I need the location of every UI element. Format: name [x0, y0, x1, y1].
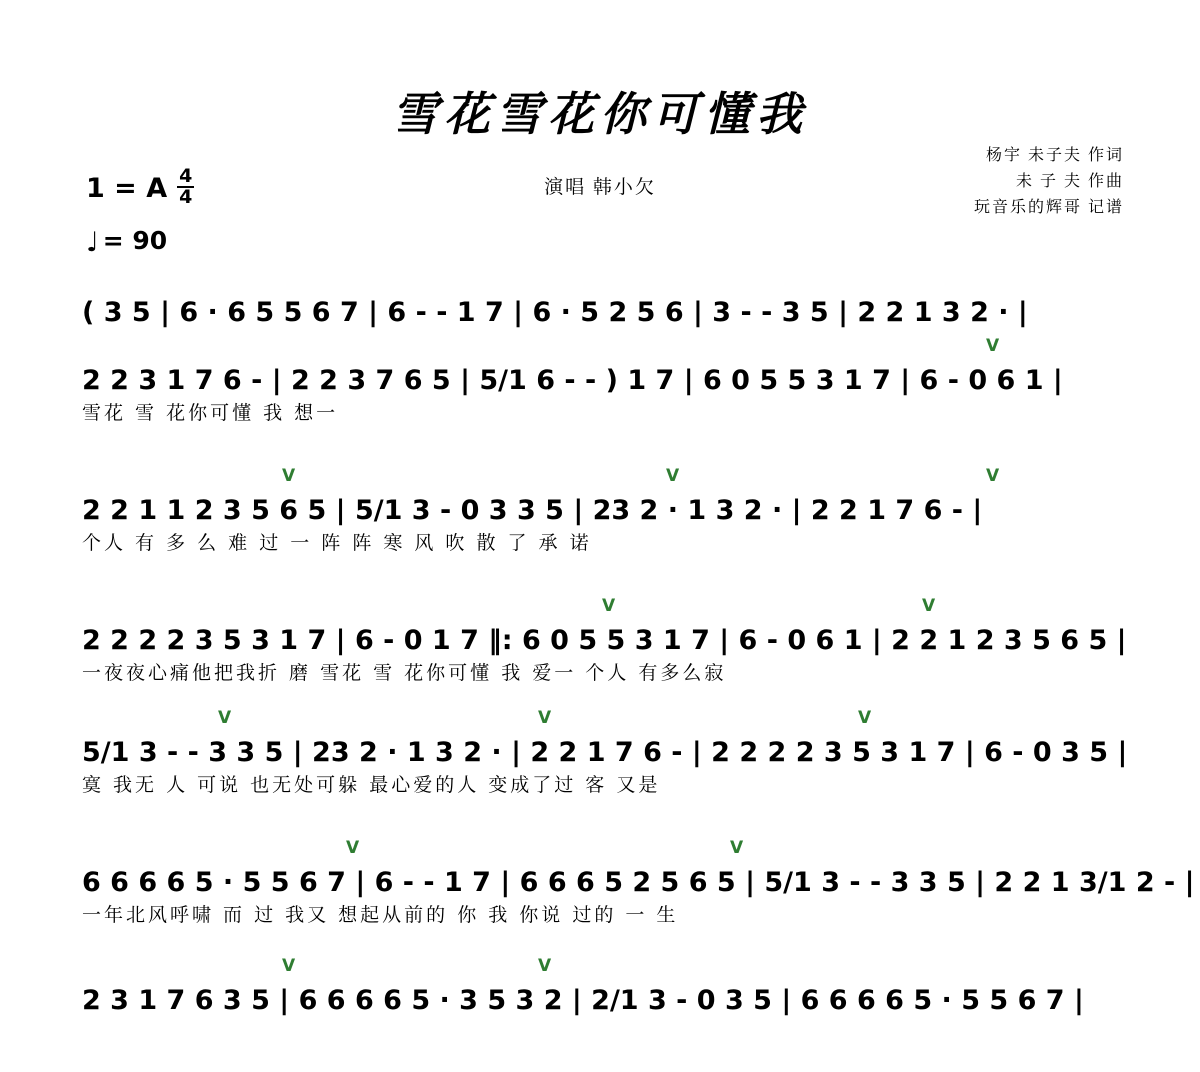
notation-row: 2 3 1 7 6 3 5 | 6 6 6 6 5 · 3 5 3 2 | 2/1 3 - 0 3 5 | 6 6 6 6 5 · 5 5 6 7 | [82, 985, 1084, 1016]
up-bow-icon: V [218, 708, 232, 728]
notation-row: 2 2 1 1 2 3 5 6 5 | 5/1 3 - 0 3 3 5 | 23 2 · 1 3 2 · | 2 2 1 7 6 - | [82, 495, 983, 526]
lyrics-row: 寞 我无 人 可说 也无处可躲 最心爱的人 变成了过 客 又是 [82, 774, 661, 796]
credit-lyricist: 杨宇 未子夫 作词 [985, 147, 1124, 164]
key-signature [86, 165, 194, 209]
lyrics-row: 一夜夜心痛他把我折 磨 雪花 雪 花你可懂 我 爱一 个人 有多么寂 [82, 662, 727, 684]
singer-credit: 演唱 韩小欠 [544, 177, 656, 198]
credit-transcriber: 玩音乐的辉哥 记谱 [973, 199, 1124, 216]
up-bow-icon: V [858, 708, 872, 728]
lyrics-row: 个人 有 多 么 难 过 一 阵 阵 寒 风 吹 散 了 承 诺 [82, 532, 592, 554]
up-bow-icon: V [282, 466, 296, 486]
tempo-value: = 90 [102, 226, 168, 255]
time-signature [177, 167, 194, 208]
notation-line [0, 466, 1200, 582]
key-signature-label: 1 = A [86, 172, 168, 204]
time-signature-denominator: 4 [179, 186, 193, 209]
notation-line [0, 838, 1200, 954]
up-bow-icon: V [986, 336, 1000, 356]
credit-composer: 未 子 夫 作曲 [1015, 173, 1124, 190]
up-bow-icon: V [538, 956, 552, 976]
notation-row: 5/1 3 - - 3 3 5 | 23 2 · 1 3 2 · | 2 2 1 7 6 - | 2 2 2 2 3 5 3 1 7 | 6 - 0 3 5 | [82, 737, 1128, 768]
up-bow-icon: V [346, 838, 360, 858]
notation-line [0, 956, 1200, 1072]
page-title: 雪花雪花你可懂我 [392, 87, 808, 141]
notation-line [0, 336, 1200, 452]
credits-block [974, 143, 1124, 221]
lyrics-row: 雪花 雪 花你可懂 我 想一 [82, 402, 339, 424]
up-bow-icon: V [282, 956, 296, 976]
quarter-note-icon: ♩ [86, 227, 99, 258]
tempo-marking [86, 226, 168, 258]
lyrics-row: 一年北风呼啸 而 过 我又 想起从前的 你 我 你说 过的 一 生 [82, 904, 679, 926]
up-bow-icon: V [602, 596, 616, 616]
notation-line [0, 596, 1200, 712]
notation-row: 6 6 6 6 5 · 5 5 6 7 | 6 - - 1 7 | 6 6 6 5 2 5 6 5 | 5/1 3 - - 3 3 5 | 2 2 1 3/1 2 - | [82, 867, 1195, 898]
up-bow-icon: V [538, 708, 552, 728]
notation-row: 2 2 2 2 3 5 3 1 7 | 6 - 0 1 7 ‖: 6 0 5 5 3 1 7 | 6 - 0 6 1 | 2 2 1 2 3 5 6 5 | [82, 625, 1127, 656]
up-bow-icon: V [922, 596, 936, 616]
notation-row: 2 2 3 1 7 6 - | 2 2 3 7 6 5 | 5/1 6 - - ) 1 7 | 6 0 5 5 3 1 7 | 6 - 0 6 1 | [82, 365, 1063, 396]
up-bow-icon: V [666, 466, 680, 486]
up-bow-icon: V [730, 838, 744, 858]
notation-line [0, 708, 1200, 824]
time-signature-numerator: 4 [179, 165, 193, 187]
notation-row: ( 3 5 | 6 · 6 5 5 6 7 | 6 - - 1 7 | 6 · 5 2 5 6 | 3 - - 3 5 | 2 2 1 3 2 · | [82, 297, 1028, 328]
up-bow-icon: V [986, 466, 1000, 486]
